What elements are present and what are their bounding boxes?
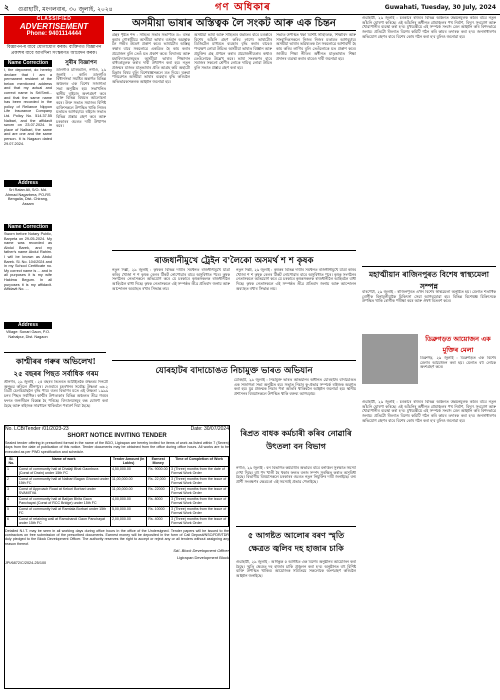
table-cell: 4,00,000.00	[110, 496, 146, 506]
classified-note: বিজ্ঞাপন-ৰ বাবে যোগাযোগ কৰক। ব্যক্তিগত বিজ্ঞাপন প্ৰকাশৰ বাবে আগদিনা সংস্কৰণত আবেদন কৰক।	[6, 45, 102, 56]
tender-title: SHORT NOTICE INVITING TENDER	[67, 433, 167, 439]
table-cell: 3 (Three) months from the issue of Formal Work Order	[170, 506, 229, 516]
masthead	[0, 0, 500, 15]
col-earnest: Earnest Money	[147, 456, 170, 466]
photo-story-body: ডিব্ৰুগড়, ২৯ জুলাই : ডিব্ৰুগড়ত এক বিশেষ মেলাৰ আয়োজন কৰা হয়। মেলাত বহু লোকে অংশগ্ৰহণ কৰে।	[420, 356, 496, 370]
tender-notice	[4, 425, 230, 689]
table-cell: Const of community hall at Nalbari Bagan Ghorani under 15th FC	[18, 477, 109, 486]
table-row	[6, 516, 229, 526]
right-story-body: গুৱাহাটী, ২৯ জুলাই : চৰকাৰে ৰাজ্যৰ বিভিন্ন অঞ্চলত উন্নয়নমূলক কামৰ বাবে নতুন আঁচনি ঘোষণা কৰিছে। এই আঁচনিৰ অধীনত গ্ৰামাঞ্চলৰ পথ নিৰ্মাণ, বিদ্যুৎ সংযোগ আৰু খোৱাপানীৰ ব্যৱস্থা কৰা হ'ব। মুখ্যমন্ত্ৰীয়ে এই সম্পৰ্কে সংবাদ মেল আহ্বান কৰি বিশদভাৱে জনায়। প্ৰতিটো জিলাত বিশেষ কমিটি গঠন কৰি কামৰ তদাৰক কৰা হ'ব। জনসাধাৰণৰ অভিযোগ গ্ৰহণৰ বাবে বিশেষ কোষ গঠন কৰা হ'ব বুলিও জনোৱা হয়।	[362, 16, 496, 39]
health-camp-headline: মহাত্মীয়ান ৰাজিনপুৰত বিশেষ স্বাস্থ্যমেলা সম্পন্ন	[369, 270, 489, 291]
table-row	[6, 466, 229, 476]
table-cell: 2	[6, 476, 18, 486]
table-cell: 4	[6, 496, 18, 506]
forest-headline: ৰিপ্ৰত বাধক কৰ্মচাৰী কৰিব নোৱাৰি উৎতলা বন বিভাগ	[240, 428, 352, 451]
divider	[236, 526, 356, 527]
table-cell: 1	[6, 466, 18, 476]
lead-body-col-3: সভাত উপস্থিত থকা বিশিষ্ট সাহিত্যিক, শিক্ষাবিদ আৰু সাংবাদিকসকলে নিজৰ নিজৰ মতামত আগবঢ়ায়। অসমীয়া ভাষাৰ ভৱিষ্যতক লৈ সকলোৱে আশাবাদী হৈ কাম কৰিব লাগিব বুলি তেওঁলোকে মত প্ৰকাশ কৰে। জাতীয় শিক্ষা নীতিৰ অধীনত মাতৃভাষাত শিক্ষা প্ৰদানৰ ব্যৱস্থা কৰাৰ বাবেও দাবী জনোৱা হয়।	[276, 33, 356, 61]
name-correction-body-1: I, the deponent, do hereby declare that I am a permanent resident of the below mentioned address and that my actual and correct name is Sri/Smti... and that the same name has been recorded in the policy of Reliance Nippon Life Insurance Company Ltd. Policy No. 514.37.55 Nalbari, and the affidavit sworn on 23.07.2024. In place of Nalbari, the same and are one and the same person. It is Nagaon dated 29.07.2024.	[4, 68, 52, 146]
col-amount: Tender Amount (in Lakhs)	[110, 456, 146, 466]
table-row	[6, 476, 229, 486]
name-correction-heading-2: Name Correction	[4, 224, 52, 231]
date-left: গুৱাহাটী, মংগলবাৰ, ৩০ জুলাই, ২০২৪	[18, 6, 113, 13]
table-cell: Rs. 4000	[147, 516, 170, 526]
classified-label: CLASSIFIED	[36, 16, 72, 22]
table-cell: Const of community hall at Dhalaji Bhat Gaonbura (Const of Drain) under 15th FC	[17, 466, 110, 476]
tender-ref: No. LCB/Tender /01/2023-23	[5, 426, 69, 432]
divider	[112, 250, 356, 251]
tender-table	[5, 456, 229, 527]
table-cell: Rs. 10000	[147, 506, 170, 516]
tender-date: Date: 30/07/2024	[190, 426, 229, 432]
table-cell: 2,00,000.00	[110, 516, 146, 526]
lead-body-col-1: গ্ৰন্থৰ পৃষ্ঠত শব্দ : সাহিত্য সভাৰ সভাপতি ড০ বসন্ত কুমাৰ গোস্বামীয়ে অসমীয়া ভাষাৰ বৰ্তমান অৱস্থাক লৈ গভীৰ উদ্বেগ প্ৰকাশ কৰে। ভাষাটোৰ অস্তিত্ব ৰক্ষাৰ বাবে সকলোৱে একত্ৰিত হৈ কাম কৰাৰ প্ৰয়োজন বুলি তেওঁ মত প্ৰকাশ কৰে। বিদ্যালয় আৰু মহাবিদ্যালয়সমূহত অসমীয়া ভাষাৰ শিক্ষাদান বাধ্যতামূলক কৰাৰ দাবী উত্থাপন কৰা হয়। নতুন প্ৰজন্মৰ মাজত মাতৃভাষাৰ প্ৰতি আগ্ৰহ কমি অহাটো চিন্তাৰ বিষয় বুলি বিশেষজ্ঞসকলে মত দিয়ে। ঘৰুৱা পৰিৱেশত অসমীয়া ভাষাৰ ব্যৱহাৰ বৃদ্ধি কৰিবলৈ অভিভাৱকসকলক আহ্বান জনোৱা হয়।	[112, 33, 190, 85]
left-story-body: ডালগাঁও চাৰিআলি, নগাঁও, ২৯ জুলাই : কালি ডালগাঁও বিধানসভা সমষ্টিৰ অন্তৰ্গত বিভিন্ন অঞ্চলত এক বিশেষ সজাগতা সভা অনুষ্ঠিত হয়। সভাখনিত স্থানীয় ৰাইজে অংশগ্ৰহণ কৰে আৰু বিভিন্ন বিষয়ত আলোচনা কৰে। উক্ত সভাত সমাজৰ বিশিষ্ট ব্যক্তিসকলে উপস্থিত থাকি নিজৰ মতামত আগবঢ়ায়। ৰাইজে সভাত বিভিন্ন প্ৰস্তাৱ গ্ৰহণ কৰে আৰু চৰকাৰৰ ওচৰত দাবী উত্থাপন কৰে।	[56, 68, 106, 129]
col-work: Name of work	[17, 456, 110, 466]
tender-signature: Sd/- Block Development Officer	[173, 548, 229, 554]
name-correction-body-2: Sworn before Notary Public, Barpeta on 29-05-2024. My name was recorded as Abdul Barek, and my father's name Abdul Rahim. I will be known as Abdul Barek. Sl. No. 104/2024 and in my School Certificate no. My correct name is ... and in all purposes it is my wife Hakima Begum. In all purposes it is my affidavit. Affidavit No. ...	[4, 232, 52, 292]
divider	[112, 360, 356, 361]
table-cell: Const of community hall at Ramtala Borbari under 15th FC	[17, 506, 110, 516]
table-cell: 3 (Three) months from the issue of Formal Work Order	[170, 496, 229, 506]
lead-body-col-2: অসমীয়া ভাষা আৰু সাহিত্যৰ উন্নতিৰ বাবে চৰকাৰে বিশেষ আঁচনি গ্ৰহণ কৰিব লাগে। ভাষাটোৰ ডিজিটেল মাধ্যমত ব্যৱহাৰ বৃদ্ধি কৰাৰ বাবেও পদক্ষেপ লোৱা উচিত। অসমীয়া ভাষাত বিজ্ঞান আৰু প্ৰযুক্তিৰ গ্ৰন্থ প্ৰণয়ন কৰাৰ প্ৰয়োজনীয়তাৰ কথাও তেওঁলোকে উল্লেখ কৰে। ভাষা সংৰক্ষণৰ বাবে সমাজৰ সকলো শ্ৰেণীৰ লোকে দায়িত্ব লোৱা উচিত বুলি সভাত প্ৰস্তাৱ গ্ৰহণ কৰা হয়।	[194, 33, 272, 70]
tender-table-header	[6, 456, 229, 466]
table-cell: Const of retaining wall at Ramchandi Gaon Panchayat under 15th FC	[17, 516, 110, 526]
table-cell: Const of Approach Road at Kekuri Borbari under SVAMITVA	[17, 486, 110, 496]
tender-ref-line	[5, 426, 229, 432]
lamp-headline: ৫ আগষ্টত আলোৰ বৰণ স্মৃতি ক্ষেত্ৰত জ্বলিব দহ হাজাৰ চাকি	[247, 530, 345, 553]
tender-outro: Detailed N.I.T. may be seen in all working days during office hours in the office of the Undersigned. Tender papers will be issued to the contractors on free submission of the prescribed documents. Earnest money will be deposited in the form of Call Deposit/NSC/FDR/TDR duly pledged to the Block Development Officer. The authority reserves the right to accept or reject any or all tenders without assigning any reason thereof.	[5, 528, 229, 546]
divider	[362, 266, 496, 267]
train-body-2: নতুন দিল্লী, ২৯ জুলাই : কৃষকৰ বিভিন্ন দাবীৰ সমৰ্থনত ৰাজধানীমুখে যাত্ৰা কৰিব খোজা শ শ কৃষক ৰেলৰ টিকট নোপোৱাৰ বাবে অসুবিধাত পৰে। কৃষক সংগঠনৰ নেতাসকলে অভিযোগ কৰে যে চৰকাৰে কৃষকসকলক ৰাজধানীলৈ আহিবলৈ বাধা দিছে। কৃষক নেতাসকলে এই সম্পৰ্কত তীব্ৰ প্ৰতিবাদ জনায় আৰু আন্দোলন অব্যাহত ৰখাৰ সিদ্ধান্ত লয়।	[236, 268, 356, 291]
newspaper-logo: গণ অধিকাৰ	[210, 0, 276, 13]
name-correction-heading-1: Name Correction	[4, 60, 52, 67]
kashmir-body: শ্ৰীনগৰ, ২৯ জুলাই : ২৫ বছৰৰ ভিতৰত আটাইতকৈ উষ্ণতম দিনটো অনুভৱ কৰিলে শ্ৰীনগৰে। দেওবাৰে চহৰখনৰ সৰ্বোচ্চ উষ্ণতা ৩৬.২ ডিগ্ৰী চেলচিয়াছলৈ বৃদ্ধি পায়। বতৰ বিভাগৰ মতে এই উষ্ণতা ১৯৯৯ চনৰ পিছত সৰ্বাধিক। কাশ্মীৰ উপত্যকাৰ বিভিন্ন অঞ্চলত তীব্ৰ গৰমৰ ফলত জনজীৱন বিধ্বস্ত হৈ পৰিছে। বিদ্যালয়সমূহ বন্ধ ঘোষণা কৰা হৈছে আৰু ৰাইজক সাৱধানে থাকিবলৈ পৰামৰ্শ দিয়া হৈছে।	[4, 380, 108, 408]
table-cell: 3 (Three) months from the issue of Formal Work Order	[170, 486, 229, 496]
table-cell: 6	[6, 516, 18, 526]
lead-headline: অসমীয়া ভাষাৰ অস্তিত্বক লৈ সংকট আৰু এক চিন্তন	[132, 18, 336, 29]
table-row	[6, 486, 229, 496]
news-photo	[362, 334, 418, 384]
table-cell: 3	[6, 486, 18, 496]
lamp-body: গুৱাহাটী, ২৯ জুলাই : আগন্তুক ৫ আগষ্টত এক বিশেষ অনুষ্ঠানৰ আয়োজন কৰা হৈছে। স্মৃতি ক্ষেত্ৰত দহ হাজাৰ চাকি প্ৰজ্বলন কৰা হ'ব। অনুষ্ঠানত বহু বিশিষ্ট ব্যক্তি উপস্থিত থাকিব। আয়োজক সমিতিয়ে সকলোকে অংশগ্ৰহণ কৰিবলৈ আহ্বান জনাইছে।	[236, 560, 356, 579]
date-right: Guwahati, Tuesday, 30 July, 2024	[384, 4, 496, 11]
table-cell: 11,00,000.00	[110, 476, 146, 486]
table-row	[6, 506, 229, 516]
table-cell: 3 (Three) months from the issue of Formal Work Order	[170, 516, 229, 526]
forest-body: নগাঁও, ২৯ জুলাই : বন বিভাগত কৰ্মচাৰীৰ অভাৱৰ বাবে বনাঞ্চল সুৰক্ষাত সমস্যা দেখা দিছে। বহু পদ খালী হৈ থকাৰ ফলত বনজ সম্পদ সুৰক্ষিত কৰাত অসুবিধা হৈছে। বিভাগীয় বিষয়াসকলে চৰকাৰৰ ওচৰত নতুন নিযুক্তিৰ দাবী জনাইছে। বন্য প্ৰাণী সংৰক্ষণৰ ক্ষেত্ৰতো এই সমস্যাই প্ৰভাৱ পেলাইছে।	[236, 466, 356, 485]
tender-footer: JPI/6872/C/2024-25/100	[5, 561, 47, 566]
tender-block: Ligirapan Development Block	[176, 555, 229, 561]
table-row	[6, 496, 229, 506]
health-camp-body: বাৰপেটা, ২৯ জুলাই : ৰাজিনপুৰত এখন বিশেষ স্বাস্থ্যমেলা অনুষ্ঠিত হয়। মেলাত শতাধিক ৰোগীক বিনামূলীয়াকৈ চিকিৎসা সেৱা আগবঢ়োৱা হয়। বিভিন্ন বিশেষজ্ঞ চিকিৎসকে উপস্থিত থাকি ৰোগীক পৰীক্ষা কৰে আৰু ঔষধ বিতৰণ কৰে।	[362, 290, 496, 304]
table-cell: Rs. 9000.00	[147, 466, 170, 476]
photo-story-headline: ডিব্ৰুগড়ত আয়োজন এক মুক্তিৰ মেলা	[425, 335, 491, 354]
tender-intro: Sealed tender offering in prescribed format in the name of the BDO, Ligirapan are hereby invited for items of work as listed within 7 (Seven) days from the date of publication of this notice. Tender documents may be obtained from the office during office hours. All works are to be executed as per PWD specification and schedule.	[5, 441, 229, 454]
right-story-body-2: গুৱাহাটী, ২৯ জুলাই : চৰকাৰে ৰাজ্যৰ বিভিন্ন অঞ্চলত উন্নয়নমূলক কামৰ বাবে নতুন আঁচনি ঘোষণা কৰিছে। এই আঁচনিৰ অধীনত গ্ৰামাঞ্চলৰ পথ নিৰ্মাণ, বিদ্যুৎ সংযোগ আৰু খোৱাপানীৰ ব্যৱস্থা কৰা হ'ব। মুখ্যমন্ত্ৰীয়ে এই সম্পৰ্কে সংবাদ মেল আহ্বান কৰি বিশদভাৱে জনায়। প্ৰতিটো জিলাত বিশেষ কমিটি গঠন কৰি কামৰ তদাৰক কৰা হ'ব। জনসাধাৰণৰ অভিযোগ গ্ৰহণৰ বাবে বিশেষ কোষ গঠন কৰা হ'ব বুলিও জনোৱা হয়।	[362, 400, 496, 423]
divider	[112, 30, 356, 31]
advertisement-label: ADVERTISEMENT	[19, 22, 89, 31]
table-cell: Const of community hall at Balijan Bhita Gaon Panchayat (Const of RCC Bridge) under 15th FC	[17, 496, 110, 506]
address-heading-1: Address	[4, 180, 52, 187]
table-cell: 3 (Three) months from the issue of Formal Work Order	[170, 476, 229, 486]
classified-phone: Phone: 9401114444	[26, 31, 82, 37]
kashmir-headline: কাশ্মীৰৰ গৰুৰ অভিলেখ!	[16, 356, 96, 366]
table-cell: 5	[6, 506, 18, 516]
table-cell: 4,50,000.00	[110, 466, 146, 476]
divider	[4, 352, 106, 353]
address-body-1: Sri Ratan Ali, S/O- Md. Ahmad Nagarbera, PO-RS Bengalia, Dist- Chirang, Assam	[5, 188, 51, 206]
kashmir-subhead: ২৫ বছৰৰ পিছত সৰ্বাধিক গৰম	[13, 369, 99, 378]
table-cell: 5,00,000.00	[110, 506, 146, 516]
col-completion: Time of Completion of Work	[170, 456, 229, 466]
page-number: ২	[4, 3, 10, 12]
table-cell: Rs. 22,000	[147, 476, 170, 486]
table-cell: Rs. 22000	[147, 486, 170, 496]
drug-free-headline: যোৰহাটৰ বাদাচোঙত নিচামুক্ত ভাৰত অভিযান	[155, 366, 313, 376]
address-heading-2: Address	[4, 322, 52, 329]
table-cell: 11,00,000.00	[110, 486, 146, 496]
col-sl: Sl. No.	[6, 456, 18, 466]
train-headline: ৰাজধানীমুখে ট্ৰেইন ব'লৈকো অসমৰ্থ শ শ কৃষক	[154, 256, 314, 266]
drug-free-body: যোৰহাট, ২৯ জুলাই : নিচামুক্ত ভাৰত অভিযানৰ অধীনত যোৰহাটৰ বাদাচোঙত এক সজাগতা সভা অনুষ্ঠিত হয়। সভাত নিচাৰ কু-প্ৰভাৱ সম্পৰ্কে ৰাইজক অৱগত কৰা হয়। যুৱ প্ৰজন্মক নিচাৰ পৰা আঁতৰি থাকিবলৈ আহ্বান জনোৱা হয়। স্থানীয় প্ৰশাসনৰ বিষয়াসকলে উপস্থিত থাকি বক্তব্য আগবঢ়ায়।	[234, 378, 356, 397]
classified-banner	[4, 16, 104, 44]
table-cell: Rs. 8000	[147, 496, 170, 506]
address-body-2: Village: Sonari Gaon, P.O. Nahalpur, Dist. Nagaon	[6, 330, 50, 339]
table-cell: 3 (Three) months from the date of Formal Work Order	[170, 466, 229, 476]
left-story-heading: সুৰীৰ বিজ্ঞাপন	[65, 60, 97, 66]
train-body-1: নতুন দিল্লী, ২৯ জুলাই : কৃষকৰ বিভিন্ন দাবীৰ সমৰ্থনত ৰাজধানীমুখে যাত্ৰা কৰিব খোজা শ শ কৃষক ৰেলৰ টিকট নোপোৱাৰ বাবে অসুবিধাত পৰে। কৃষক সংগঠনৰ নেতাসকলে অভিযোগ কৰে যে চৰকাৰে কৃষকসকলক ৰাজধানীলৈ আহিবলৈ বাধা দিছে। কৃষক নেতাসকলে এই সম্পৰ্কত তীব্ৰ প্ৰতিবাদ জনায় আৰু আন্দোলন অব্যাহত ৰখাৰ সিদ্ধান্ত লয়।	[112, 268, 230, 291]
